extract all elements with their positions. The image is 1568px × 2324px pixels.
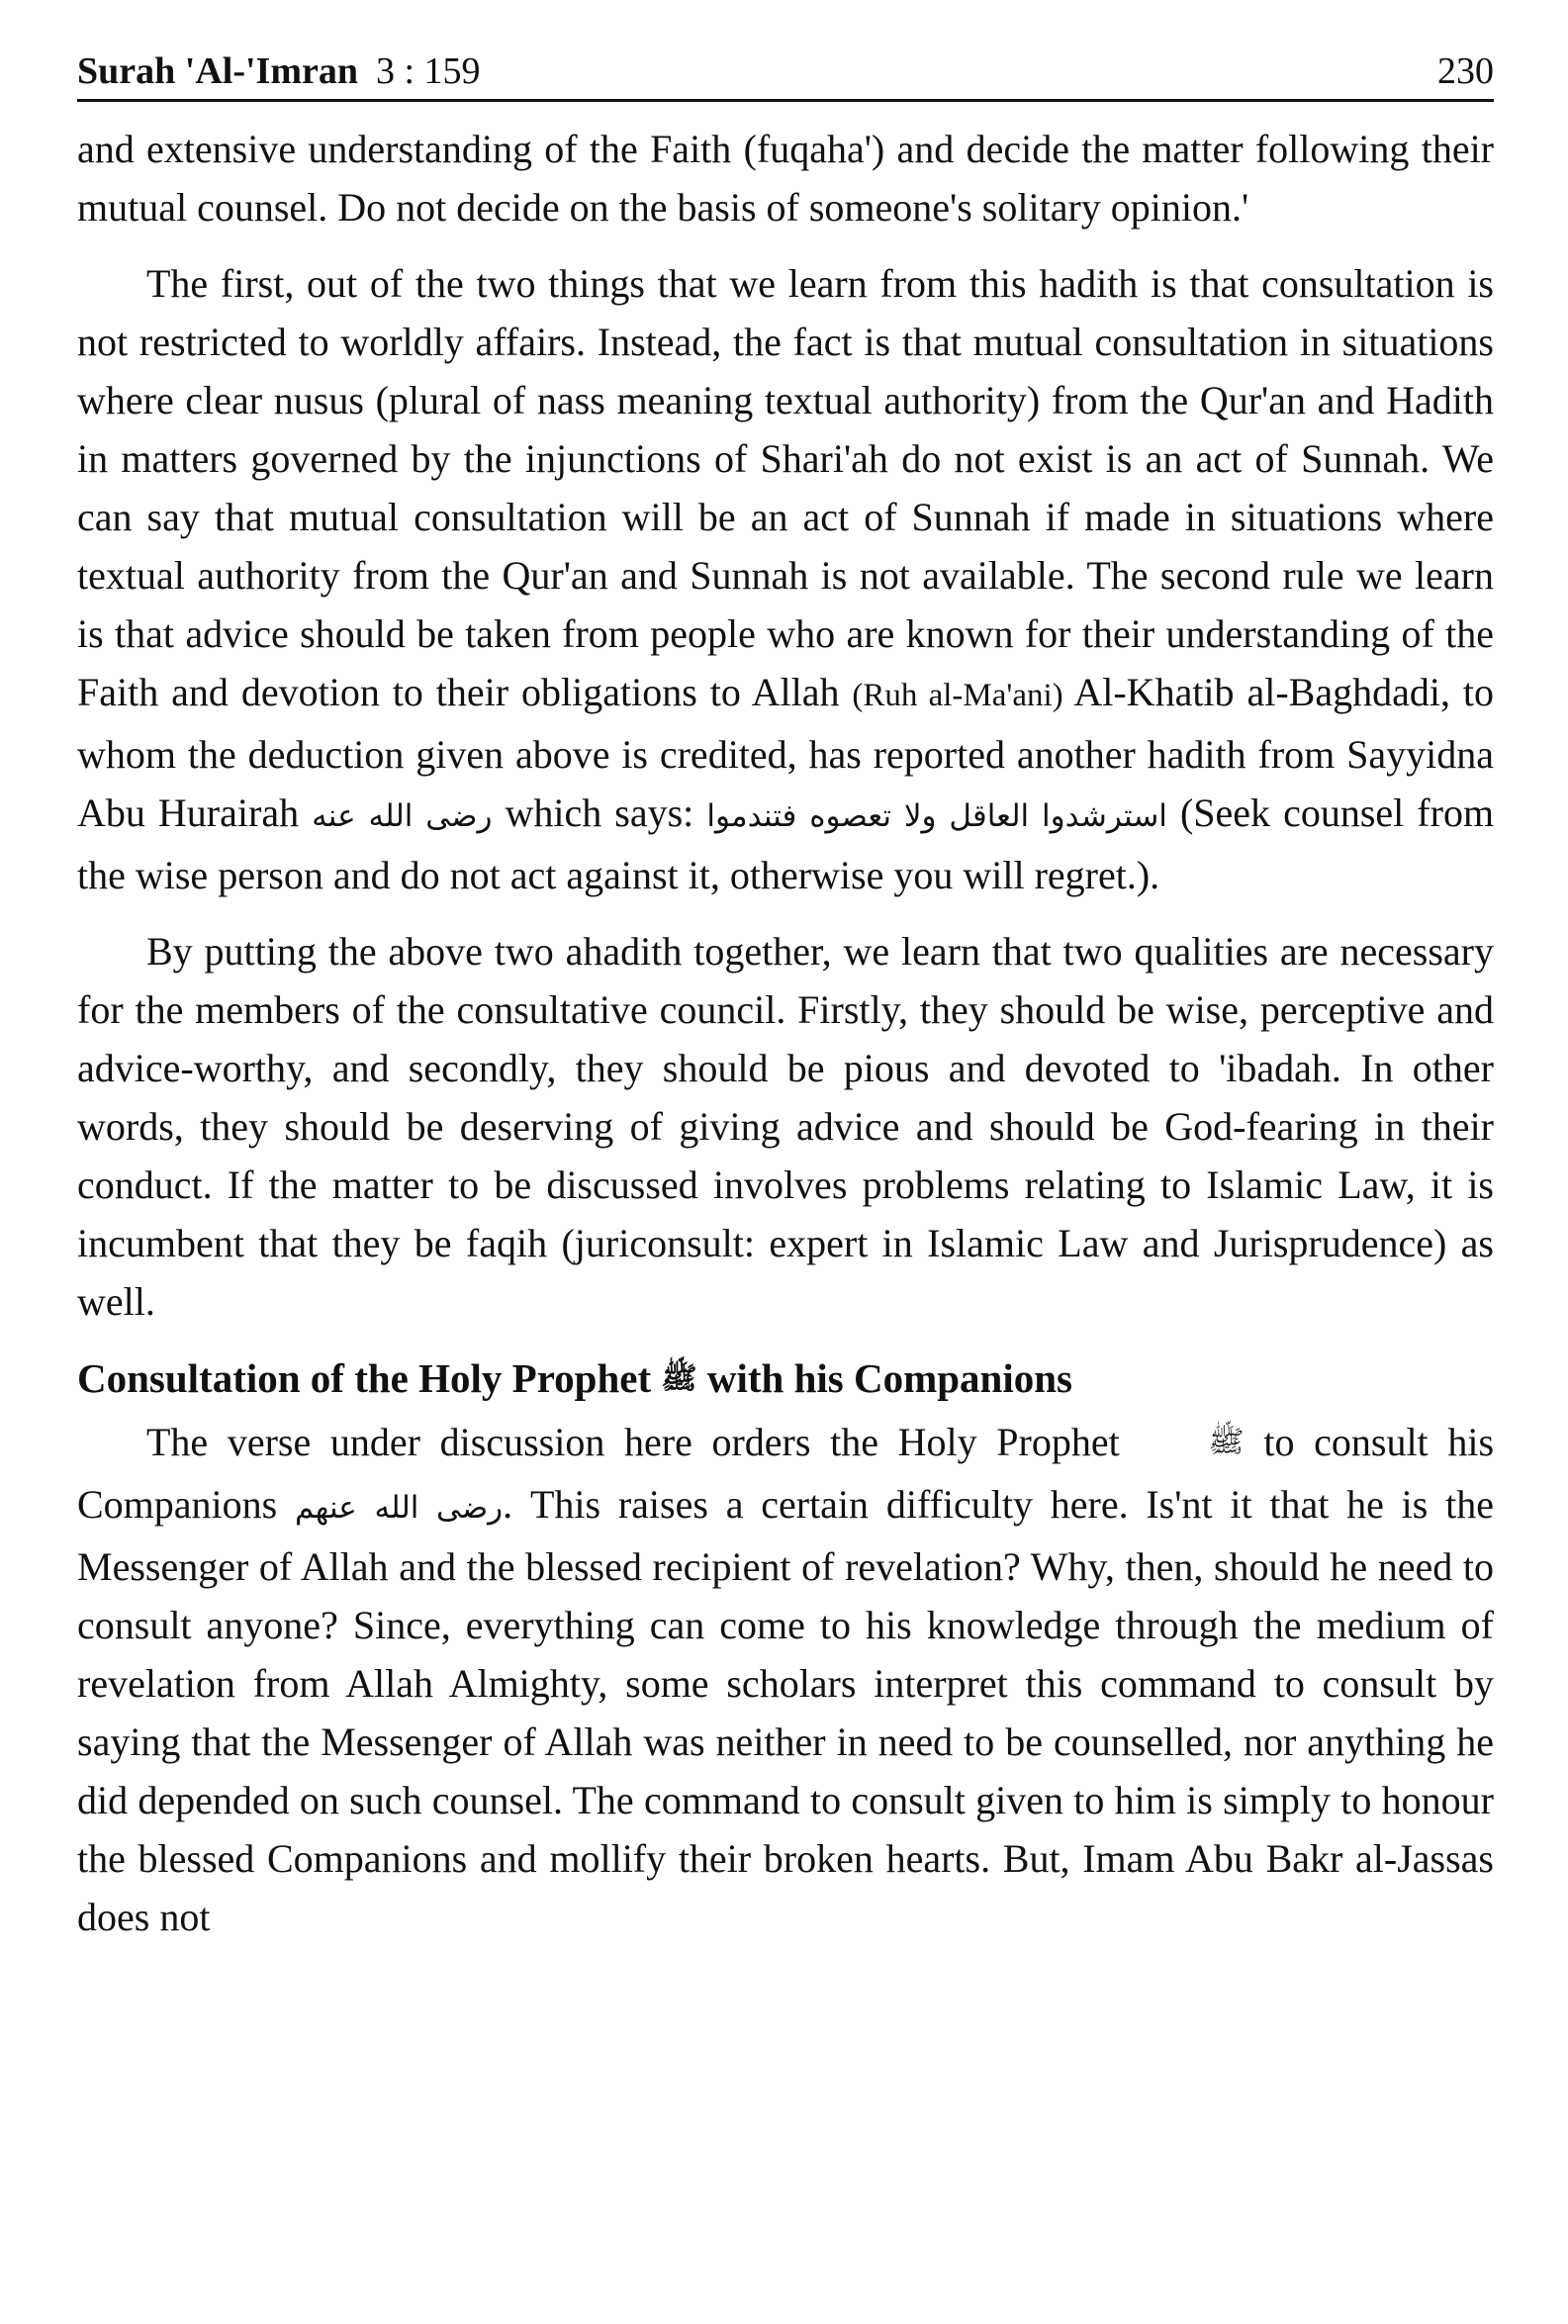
book-page [77, 40, 1494, 1946]
paragraph-text: The first, out of the two things that we learn from this hadith is that consultation is not restricted to worldly affairs. Instead, the fact is that mutual consultation in situations where clear nusus (plural of nass meaning textual authority) from the Qur'an and Hadith in matters governed by the injunctions of Shari'ah do not exist is an act of Sunnah. We can say that mutual consultation will be an act of Sunnah if made in situations where textual authority from the Qur'an and Sunnah is not available. The second rule we learn is that advice should be taken from people who are known for their understanding of the Faith and devotion to their obligations to Allah [77, 261, 1494, 714]
salutation-icon: ﷺ [1208, 1425, 1245, 1459]
verse-reference: 3 : 159 [375, 50, 481, 92]
paragraph-text: (Seek counsel from the wise person and do not act against it, otherwise you will regret.). [77, 790, 1495, 897]
citation: (Ruh al-Ma'ani) [852, 678, 1063, 713]
paragraph-text: . This raises a certain difficulty here. Is'nt it that he is the Messenger of Allah and the blessed recipient of revelation? Why, then, should he need to consult anyone? Since, everything can come to his knowledge through the medium of revelation from Allah Almighty, some scholars interpret this command to consult by saying that the Messenger of Allah was neither in need to be counselled, nor anything he did depended on such counsel. The command to consult given to him is simply to honour the blessed Companions and mollify their broken hearts. But, Imam Abu Bakr al-Jassas does not [77, 1482, 1494, 1939]
arabic-honorific-text: رضى الله عنه [312, 798, 493, 834]
salutation-icon: ﷺ [661, 1361, 697, 1396]
surah-title: Surah 'Al-'Imran [77, 50, 358, 92]
paragraph-text: By putting the above two ahadith together, we learn that two qualities are necessary for the members of the consultative council. Firstly, they should be wise, perceptive and advice-worthy, and secondly, they should be pious and devoted to 'ibadah. In other words, they should be deserving of giving advice and should be God-fearing in their conduct. If the matter to be discussed involves problems relating to Islamic Law, it is incumbent that they be faqih (juriconsult: expert in Islamic Law and Jurisprudence) as well. [77, 929, 1494, 1324]
paragraph-text: which says: [505, 790, 694, 835]
running-head-left [77, 49, 481, 93]
page-number: 230 [1437, 50, 1494, 92]
heading-text: with his Companions [706, 1355, 1072, 1401]
body-text [77, 120, 1494, 1946]
section-heading [77, 1348, 1494, 1413]
paragraph-prophet-consultation [77, 1413, 1494, 1946]
running-head [77, 40, 1494, 102]
paragraph-text: to consult his Companions [77, 1420, 1495, 1527]
arabic-hadith-text: استرشدوا العاقل ولا تعصوه فتندموا [706, 798, 1167, 834]
paragraph-text: The verse under discussion here orders the Holy Prophet [146, 1420, 1120, 1464]
paragraph-text: Al-Khatib al-Baghdadi, to whom the deduction given above is credited, has reported another hadith from Sayyidna Abu Hurairah [77, 670, 1495, 835]
paragraph-consultation-rules [77, 254, 1494, 904]
paragraph-qualities [77, 922, 1494, 1331]
paragraph-continuation [77, 120, 1494, 236]
heading-text: Consultation of the Holy Prophet [77, 1355, 652, 1401]
arabic-honorific-text: رضى الله عنهم [295, 1490, 504, 1526]
paragraph-text: and extensive understanding of the Faith (fuqaha') and decide the matter following their mutual counsel. Do not decide on the basis of someone's solitary opinion.' [77, 127, 1494, 230]
